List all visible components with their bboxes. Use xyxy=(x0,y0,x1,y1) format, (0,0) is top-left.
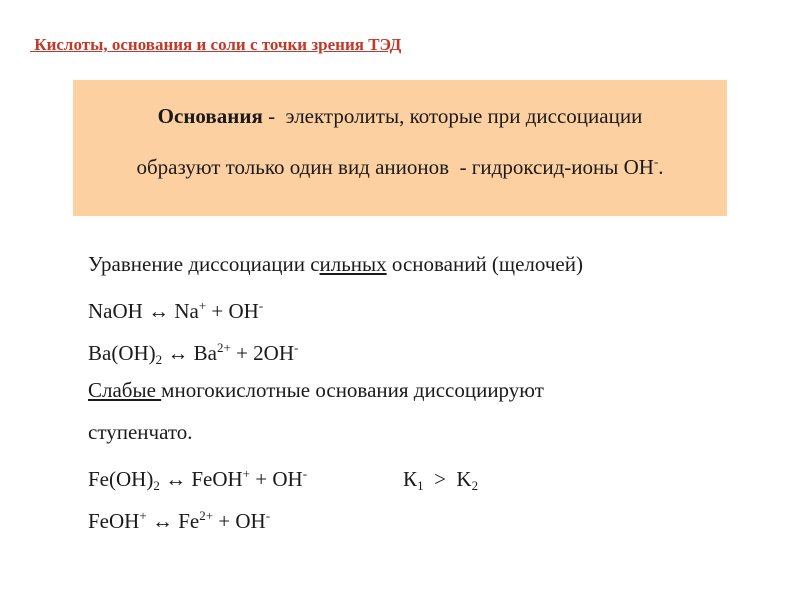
text-part: К xyxy=(403,467,418,491)
definition-line2-end: . xyxy=(658,155,664,179)
definition-line1-rest: - электролиты, которые при диссоциации xyxy=(262,104,643,128)
weak-bases-text-cont xyxy=(88,411,728,453)
text-part: Уравнение диссоциации с xyxy=(88,252,320,276)
definition-line2-sup: - xyxy=(653,154,659,169)
superscript: - xyxy=(294,340,299,355)
text-part: + OH xyxy=(213,509,266,533)
underlined-text: ильных xyxy=(319,252,387,276)
equation-baoh2 xyxy=(88,327,728,369)
definition-line2-main: образуют только один вид анионов - гидроксид-ионы ОН xyxy=(136,155,654,179)
definition-line-1 xyxy=(73,93,727,139)
superscript: 2+ xyxy=(216,340,231,355)
superscript: + xyxy=(139,508,147,523)
superscript: + xyxy=(242,466,251,481)
text-part: + 2OH xyxy=(230,341,295,365)
subscript: 2 xyxy=(155,352,163,367)
definition-line-2 xyxy=(73,139,727,190)
constants-comparison xyxy=(403,458,478,507)
subscript: 2 xyxy=(471,478,479,493)
subscript: 1 xyxy=(417,478,424,493)
subscript: 2 xyxy=(153,478,160,493)
text-part: ↔ FeOH xyxy=(159,467,243,491)
text-part: многокислотные основания диссоциируют xyxy=(161,378,544,402)
superscript: 2+ xyxy=(199,508,214,523)
slide-title: Кислоты, основания и соли с точки зрения ТЭД xyxy=(30,35,402,54)
text-part: K xyxy=(456,467,472,491)
definition-term: Основания xyxy=(157,104,263,128)
text-part: NaOH ↔ Na xyxy=(88,299,199,323)
superscript: - xyxy=(258,298,264,313)
text-part: Ba(OH) xyxy=(88,341,156,365)
definition-text xyxy=(73,93,727,190)
text-part: FeOH xyxy=(88,509,140,533)
text-part: + OH xyxy=(206,299,259,323)
strong-bases-heading xyxy=(88,243,728,285)
text-part: ↔ Ba xyxy=(162,341,217,365)
text-part: ступенчато. xyxy=(88,420,193,444)
superscript: - xyxy=(265,508,271,523)
equation-naoh xyxy=(88,285,728,327)
text-part: оснований (щелочей) xyxy=(386,252,583,276)
text-part: + OH xyxy=(250,467,303,491)
definition-box xyxy=(73,80,727,216)
content-body xyxy=(88,243,728,537)
weak-bases-text xyxy=(88,369,728,411)
superscript: + xyxy=(198,298,207,313)
superscript: - xyxy=(302,466,308,481)
text-part: ↔ Fe xyxy=(146,509,200,533)
text-part: > xyxy=(423,467,457,491)
text-part: Fe(OH) xyxy=(88,467,154,491)
underlined-text: Слабые xyxy=(88,378,162,402)
equation-feoh2-step1 xyxy=(88,453,728,495)
